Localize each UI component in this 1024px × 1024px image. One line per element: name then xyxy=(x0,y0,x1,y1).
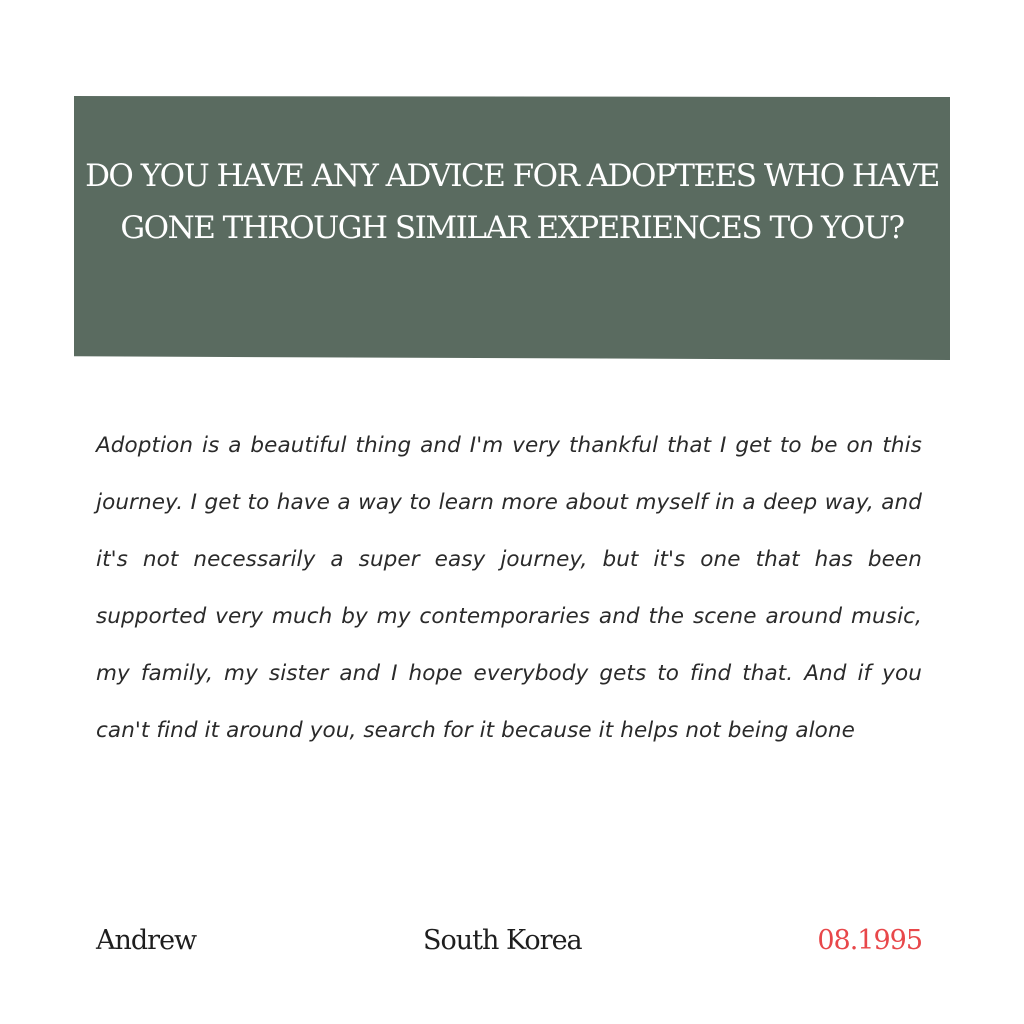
footer xyxy=(96,925,922,969)
birth-date: 08.1995 xyxy=(817,925,922,956)
birth-country: South Korea xyxy=(423,925,582,956)
answer-text: Adoption is a beautiful thing and I'm very thankful that I get to be on this journey. I get to have a way to learn more about myself in a deep way, and it's not necessarily a super easy journey, but it's one that has been supported very much by my contemporaries and the scene around music, my family, my sister and I hope everybody gets to find that. And if you can't find it around you, search for it because it helps not being alone xyxy=(96,433,922,743)
question-heading: DO YOU HAVE ANY ADVICE FOR ADOPTEES WHO HAVE GONE THROUGH SIMILAR EXPERIENCES TO YOU? xyxy=(85,158,939,246)
adoptee-name: Andrew xyxy=(96,925,197,956)
